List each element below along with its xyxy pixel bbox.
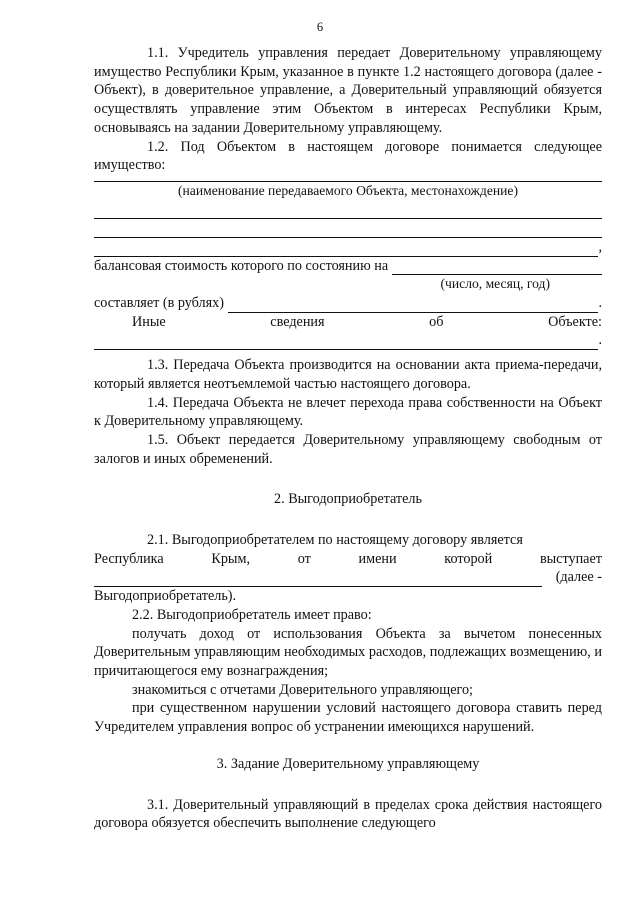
other-info-word: об [429,313,444,330]
clause-2-1-end: Выгодоприобретатель). [94,588,237,605]
clause-1-1: 1.1. Учредитель управления передает Доверительному управляющему имущество Республики Крым, указанное в пункте 1.2 настоящего договора (далее - Объект), в доверительное управление, а Доверительный управляющий обязуется осуществлять управление этим Объектом в интересах Республики Крым, основываясь на задании Доверительному управляющему. [94,45,602,136]
other-info-line [94,313,602,332]
right-item-3: при существенном нарушении условий настоящего договора ставить перед Учредителем управления вопрос об устранении имеющихся нарушений. [94,700,602,736]
document-body [94,44,602,833]
clause-2-1-word: которой [444,550,493,567]
amount-line [94,294,602,313]
other-info-word: Иные [132,313,166,330]
balance-line [94,257,602,276]
clause-2-1: 2.1. Выгодоприобретателем по настоящему договору является [147,532,523,549]
clause-3-1: 3.1. Доверительный управляющий в пределах срока действия настоящего договора обязуется обеспечить выполнение следующего [94,796,602,832]
amount-dot: . [598,295,602,312]
beneficiary-blank-line [94,568,602,587]
other-info-blank-line [94,331,602,350]
beneficiary-blank [94,572,542,587]
clause-1-3: 1.3. Передача Объекта производится на основании акта приема-передачи, который является неотъемлемой частью настоящего договора. [94,357,602,392]
object-blank-line-2 [94,219,602,238]
clause-1-5: 1.5. Объект передается Доверительному управляющему свободным от залогов и иных обременений. [94,431,602,467]
blank-comma: , [598,238,602,255]
section-3-heading: 3. Задание Доверительному управляющему [216,755,480,772]
clause-2-1-word: Республика [94,550,164,567]
clause-2-1-word: от [297,550,311,567]
amount-label: составляет (в рублях) [94,295,224,312]
object-name-hint: (наименование передаваемого Объекта, местонахождение) [177,182,518,198]
clause-1-2: 1.2. Под Объектом в настоящем договоре понимается следующее имущество: [94,138,602,174]
right-item-2: знакомиться с отчетами Доверительного управляющего; [132,681,473,698]
clause-2-1-word: выступает [539,550,602,567]
other-info-word: сведения [270,313,325,330]
page-number: 6 [316,20,324,34]
other-info-word: Объекте: [548,313,602,330]
clause-2-1-word: имени [358,550,397,567]
object-blank-line-1 [94,201,602,220]
balance-label: балансовая стоимость которого по состоянию на [94,257,389,274]
beneficiary-tail: (далее - [555,569,602,586]
object-blank-line-3 [94,238,602,257]
right-item-1: получать доход от использования Объекта за вычетом понесенных Доверительным управляющим необходимых расходов, подлежащих возмещению, и причитающегося ему вознаграждения; [94,625,602,679]
clause-2-1-word: Крым, [211,550,250,567]
section-2-heading: 2. Выгодоприобретатель [274,491,422,508]
clause-2-2: 2.2. Выгодоприобретатель имеет право: [132,606,372,623]
date-hint: (число, месяц, год) [440,276,550,292]
amount-blank [228,298,599,313]
other-info-dot: . [598,332,602,349]
clause-1-4: 1.4. Передача Объекта не влечет перехода права собственности на Объект к Доверительному управляющему. [94,394,602,430]
clause-2-1-line-2 [94,550,602,569]
balance-date-blank [392,260,602,275]
